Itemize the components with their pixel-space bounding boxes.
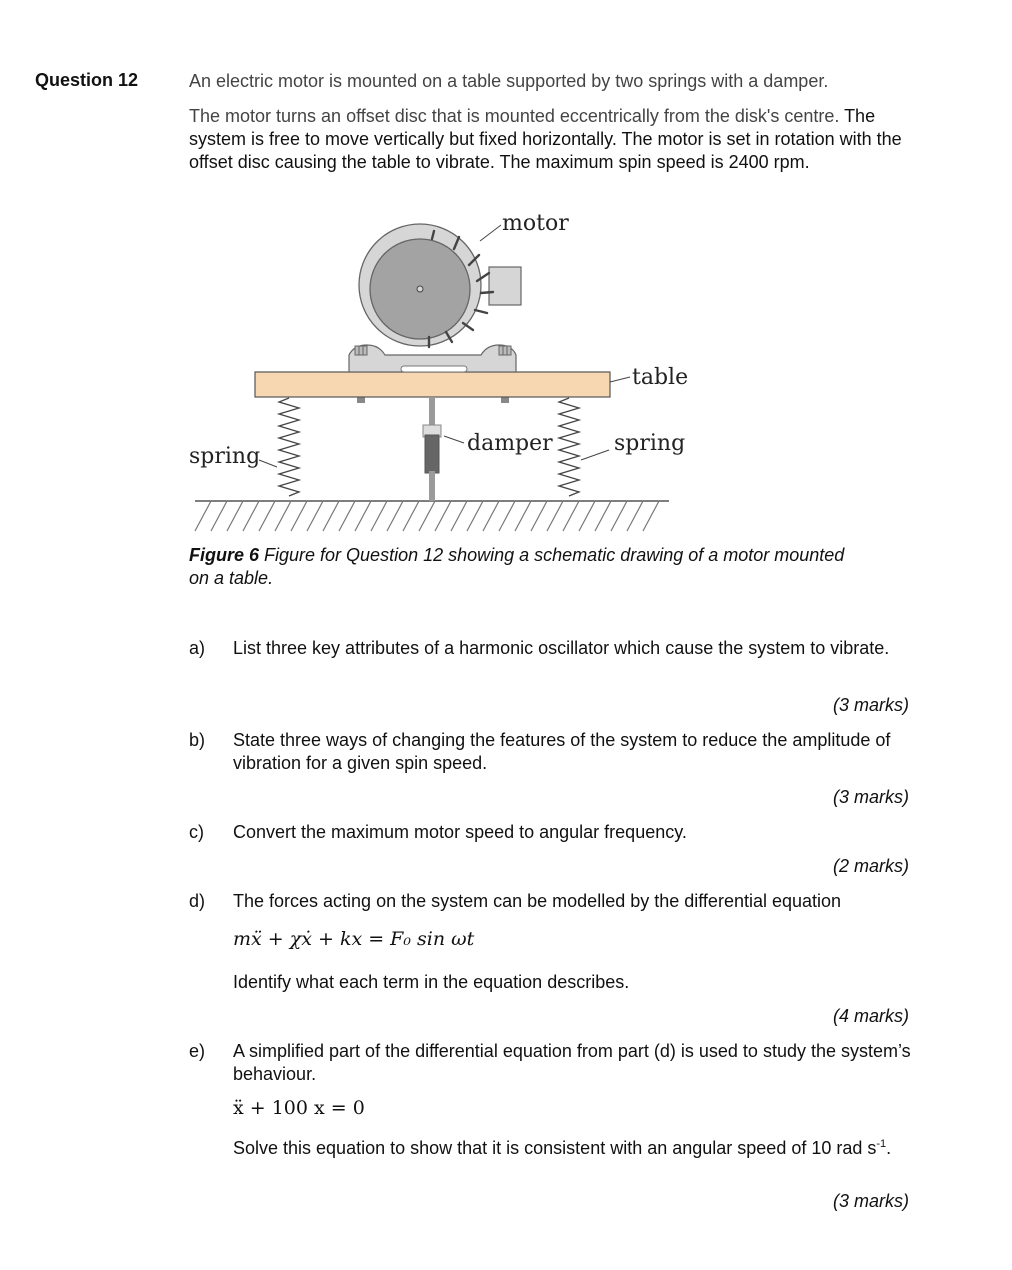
motor-table-figure	[189, 205, 689, 535]
part-letter: b)	[189, 730, 206, 750]
part-text: State three ways of changing the features of the system to reduce the amplitude of vibration for a given spin speed.	[233, 730, 891, 773]
label-spring-left: spring	[189, 444, 261, 469]
part-d-marks: (4 marks)	[833, 1006, 909, 1026]
part-d-instruction-row	[189, 971, 911, 994]
intro-paragraph-2b: The system is free to move vertically but fixed horizontally. The motor is set in rotation with the offset disc causing the table to vibrate. The maximum spin speed is 2400 rpm.	[189, 106, 902, 172]
part-e	[189, 1040, 911, 1086]
question-intro	[189, 70, 919, 186]
part-e-marks: (3 marks)	[833, 1191, 909, 1211]
part-text: Convert the maximum motor speed to angular frequency.	[233, 822, 687, 842]
part-e-equation: ẍ + 100 x = 0	[233, 1097, 365, 1119]
part-b	[189, 729, 911, 775]
left-spring	[279, 398, 299, 496]
part-e-equation-row	[189, 1097, 911, 1120]
label-spring-right: spring	[614, 431, 686, 456]
damper	[423, 398, 441, 501]
label-table: table	[632, 365, 689, 390]
motor-terminal-box	[489, 267, 521, 305]
part-letter: a)	[189, 638, 206, 658]
caption-text: Figure for Question 12 showing a schematic drawing of a motor mounted on a table.	[189, 545, 845, 588]
part-d-equation: mẍ + χẋ + kx = F₀ sin ωt	[233, 928, 475, 950]
part-e-instruction-text: Solve this equation to show that it is consistent with an angular speed of 10 rad s	[233, 1138, 877, 1158]
part-d-instruction: Identify what each term in the equation describes.	[233, 972, 630, 992]
part-e-unit-exponent: -1	[876, 1138, 887, 1150]
intro-paragraph-2a: The motor turns an offset disc that is mounted eccentrically from the disk's centre.	[189, 106, 840, 126]
part-c	[189, 821, 911, 844]
intro-paragraph-1: An electric motor is mounted on a table supported by two springs with a damper.	[189, 71, 829, 91]
part-letter: c)	[189, 822, 204, 842]
label-motor: motor	[502, 211, 569, 236]
figure-caption	[189, 544, 869, 590]
part-d-equation-row	[189, 928, 911, 951]
part-letter: e)	[189, 1041, 206, 1061]
part-letter: d)	[189, 891, 206, 911]
part-e-instruction-end: .	[886, 1138, 892, 1158]
part-text: The forces acting on the system can be modelled by the differential equation	[233, 891, 842, 911]
part-a-marks: (3 marks)	[833, 695, 909, 715]
intro-paragraph-2	[189, 105, 919, 174]
label-damper: damper	[467, 431, 553, 456]
motor-table-diagram	[189, 205, 689, 535]
part-d	[189, 890, 911, 913]
caption-figure-number: Figure 6	[189, 545, 260, 565]
part-c-marks: (2 marks)	[833, 856, 909, 876]
table-top	[255, 372, 610, 397]
part-b-marks: (3 marks)	[833, 787, 909, 807]
part-e-instruction-row	[189, 1133, 911, 1160]
part-e-instruction	[233, 1133, 911, 1160]
ground-hatching	[195, 501, 659, 531]
part-text: A simplified part of the differential equation from part (d) is used to study the system’s behaviour.	[233, 1041, 911, 1084]
part-text: List three key attributes of a harmonic oscillator which cause the system to vibrate.	[233, 638, 890, 658]
right-spring	[559, 398, 579, 496]
question-label: Question 12	[35, 70, 139, 90]
part-a	[189, 637, 911, 660]
